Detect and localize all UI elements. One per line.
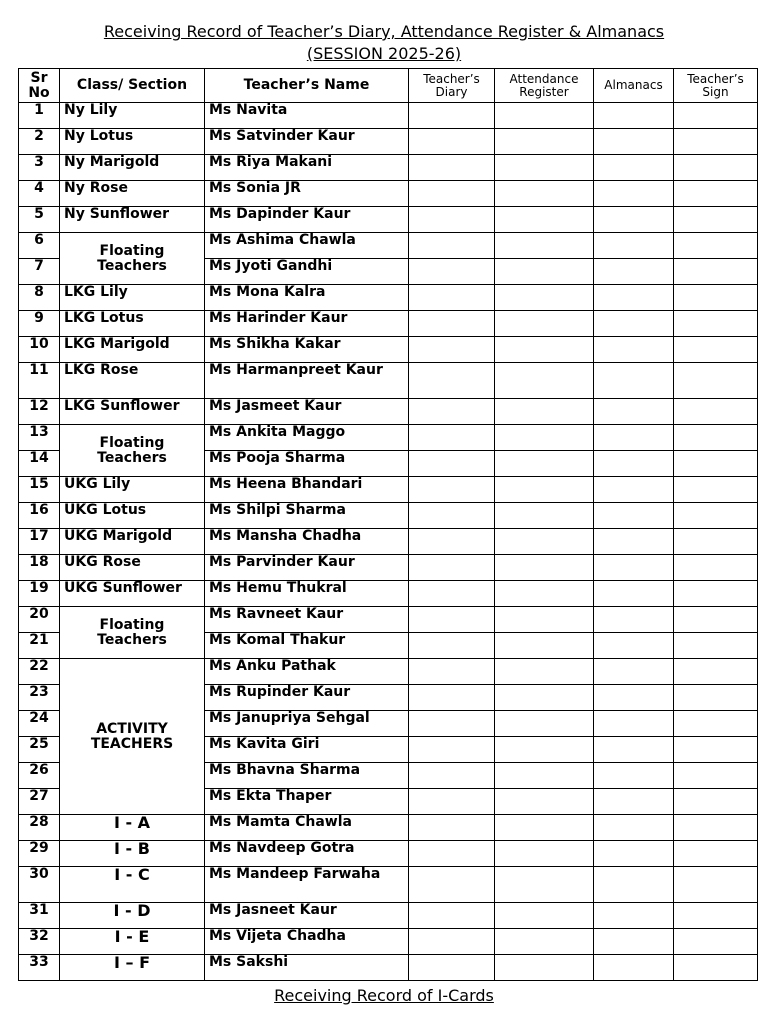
teachers-diary-cell[interactable] (409, 155, 495, 181)
teachers-sign-cell[interactable] (674, 737, 758, 763)
table-row (19, 477, 758, 503)
teacher-name-cell: Ms Harinder Kaur (205, 311, 409, 337)
almanacs-cell[interactable] (594, 555, 674, 581)
attendance-register-cell[interactable] (495, 529, 594, 555)
attendance-register-cell[interactable] (495, 763, 594, 789)
attendance-register-cell[interactable] (495, 955, 594, 981)
attendance-register-cell[interactable] (495, 737, 594, 763)
almanacs-cell[interactable] (594, 903, 674, 929)
teachers-sign-cell[interactable] (674, 129, 758, 155)
attendance-register-cell[interactable] (495, 903, 594, 929)
teachers-sign-cell[interactable] (674, 581, 758, 607)
header-row (19, 69, 758, 103)
sr-no-cell: 31 (19, 903, 60, 929)
teachers-diary-cell[interactable] (409, 841, 495, 867)
header-teachers-diary: Teacher’s Diary (409, 69, 495, 103)
attendance-register-cell[interactable] (495, 451, 594, 477)
teachers-diary-cell[interactable] (409, 955, 495, 981)
teacher-name-cell: Ms Jyoti Gandhi (205, 259, 409, 285)
almanacs-cell[interactable] (594, 233, 674, 259)
attendance-register-cell[interactable] (495, 477, 594, 503)
sr-no-cell: 12 (19, 399, 60, 425)
sr-no-cell: 7 (19, 259, 60, 285)
almanacs-cell[interactable] (594, 181, 674, 207)
teachers-sign-cell[interactable] (674, 451, 758, 477)
teachers-diary-cell[interactable] (409, 363, 495, 399)
teachers-sign-cell[interactable] (674, 529, 758, 555)
teacher-name-cell: Ms Parvinder Kaur (205, 555, 409, 581)
teachers-diary-cell[interactable] (409, 789, 495, 815)
attendance-register-cell[interactable] (495, 607, 594, 633)
teacher-name-cell: Ms Riya Makani (205, 155, 409, 181)
teacher-name-cell: Ms Vijeta Chadha (205, 929, 409, 955)
sr-no-cell: 11 (19, 363, 60, 399)
table-row (19, 955, 758, 981)
sr-no-cell: 21 (19, 633, 60, 659)
teachers-diary-cell[interactable] (409, 685, 495, 711)
teachers-sign-cell[interactable] (674, 955, 758, 981)
teachers-diary-cell[interactable] (409, 903, 495, 929)
sr-no-cell: 6 (19, 233, 60, 259)
table-row (19, 129, 758, 155)
almanacs-cell[interactable] (594, 451, 674, 477)
attendance-register-cell[interactable] (495, 789, 594, 815)
teachers-diary-cell[interactable] (409, 103, 495, 129)
class-group-cell: Floating Teachers (60, 607, 205, 659)
teachers-diary-cell[interactable] (409, 233, 495, 259)
sr-no-cell: 20 (19, 607, 60, 633)
teacher-name-cell: Ms Rupinder Kaur (205, 685, 409, 711)
teacher-name-cell: Ms Navita (205, 103, 409, 129)
attendance-register-cell[interactable] (495, 103, 594, 129)
document-title: Receiving Record of Teacher’s Diary, Attendance Register & Almanacs (103, 22, 665, 41)
almanacs-cell[interactable] (594, 399, 674, 425)
class-section-cell: LKG Sunflower (60, 399, 205, 425)
attendance-register-cell[interactable] (495, 581, 594, 607)
class-section-cell: UKG Marigold (60, 529, 205, 555)
sr-no-cell: 3 (19, 155, 60, 181)
teachers-diary-cell[interactable] (409, 867, 495, 903)
teachers-sign-cell[interactable] (674, 285, 758, 311)
attendance-register-cell[interactable] (495, 555, 594, 581)
teachers-sign-cell[interactable] (674, 337, 758, 363)
attendance-register-cell[interactable] (495, 233, 594, 259)
teacher-name-cell: Ms Bhavna Sharma (205, 763, 409, 789)
teacher-name-cell: Ms Komal Thakur (205, 633, 409, 659)
class-group-cell: ACTIVITY TEACHERS (60, 659, 205, 815)
attendance-register-cell[interactable] (495, 867, 594, 903)
class-section-cell: I - B (60, 841, 205, 867)
class-section-cell: I - E (60, 929, 205, 955)
almanacs-cell[interactable] (594, 425, 674, 451)
sr-no-cell: 14 (19, 451, 60, 477)
almanacs-cell[interactable] (594, 711, 674, 737)
sr-no-cell: 18 (19, 555, 60, 581)
teachers-diary-cell[interactable] (409, 259, 495, 285)
teachers-diary-cell[interactable] (409, 763, 495, 789)
attendance-register-cell[interactable] (495, 129, 594, 155)
teachers-sign-cell[interactable] (674, 867, 758, 903)
teachers-diary-cell[interactable] (409, 607, 495, 633)
teacher-name-cell: Ms Sonia JR (205, 181, 409, 207)
teacher-name-cell: Ms Navdeep Gotra (205, 841, 409, 867)
teacher-name-cell: Ms Pooja Sharma (205, 451, 409, 477)
attendance-register-cell[interactable] (495, 259, 594, 285)
sr-no-cell: 17 (19, 529, 60, 555)
almanacs-cell[interactable] (594, 867, 674, 903)
sr-no-cell: 2 (19, 129, 60, 155)
sr-no-cell: 29 (19, 841, 60, 867)
table-row (19, 233, 758, 259)
teachers-sign-cell[interactable] (674, 399, 758, 425)
teachers-diary-cell[interactable] (409, 555, 495, 581)
class-section-cell: I - D (60, 903, 205, 929)
class-group-cell: Floating Teachers (60, 425, 205, 477)
teachers-sign-cell[interactable] (674, 311, 758, 337)
teachers-sign-cell[interactable] (674, 711, 758, 737)
table-row (19, 555, 758, 581)
teachers-diary-cell[interactable] (409, 529, 495, 555)
almanacs-cell[interactable] (594, 311, 674, 337)
teachers-diary-cell[interactable] (409, 929, 495, 955)
teacher-name-cell: Ms Mamta Chawla (205, 815, 409, 841)
teachers-sign-cell[interactable] (674, 103, 758, 129)
teachers-diary-cell[interactable] (409, 181, 495, 207)
teacher-name-cell: Ms Ashima Chawla (205, 233, 409, 259)
almanacs-cell[interactable] (594, 685, 674, 711)
class-section-cell: UKG Lily (60, 477, 205, 503)
teachers-sign-cell[interactable] (674, 763, 758, 789)
class-section-cell: LKG Marigold (60, 337, 205, 363)
teacher-name-cell: Ms Mona Kalra (205, 285, 409, 311)
almanacs-cell[interactable] (594, 155, 674, 181)
almanacs-cell[interactable] (594, 285, 674, 311)
sr-no-cell: 9 (19, 311, 60, 337)
attendance-register-cell[interactable] (495, 815, 594, 841)
receiving-record-table (18, 68, 758, 981)
class-section-cell: UKG Rose (60, 555, 205, 581)
class-section-cell: UKG Sunflower (60, 581, 205, 607)
almanacs-cell[interactable] (594, 633, 674, 659)
teacher-name-cell: Ms Satvinder Kaur (205, 129, 409, 155)
table-row (19, 841, 758, 867)
teachers-diary-cell[interactable] (409, 451, 495, 477)
teachers-sign-cell[interactable] (674, 233, 758, 259)
sr-no-cell: 16 (19, 503, 60, 529)
teachers-diary-cell[interactable] (409, 503, 495, 529)
attendance-register-cell[interactable] (495, 711, 594, 737)
attendance-register-cell[interactable] (495, 503, 594, 529)
teacher-name-cell: Ms Shikha Kakar (205, 337, 409, 363)
class-section-cell: Ny Lily (60, 103, 205, 129)
attendance-register-cell[interactable] (495, 181, 594, 207)
teachers-sign-cell[interactable] (674, 607, 758, 633)
almanacs-cell[interactable] (594, 581, 674, 607)
teacher-name-cell: Ms Shilpi Sharma (205, 503, 409, 529)
sr-no-cell: 33 (19, 955, 60, 981)
attendance-register-cell[interactable] (495, 659, 594, 685)
teacher-name-cell: Ms Ankita Maggo (205, 425, 409, 451)
table-row (19, 337, 758, 363)
table-row (19, 363, 758, 399)
almanacs-cell[interactable] (594, 337, 674, 363)
teacher-name-cell: Ms Jasneet Kaur (205, 903, 409, 929)
class-section-cell: Ny Marigold (60, 155, 205, 181)
sr-no-cell: 5 (19, 207, 60, 233)
teachers-diary-cell[interactable] (409, 285, 495, 311)
teachers-sign-cell[interactable] (674, 685, 758, 711)
almanacs-cell[interactable] (594, 259, 674, 285)
teachers-sign-cell[interactable] (674, 841, 758, 867)
teachers-sign-cell[interactable] (674, 259, 758, 285)
teachers-diary-cell[interactable] (409, 425, 495, 451)
header-sr-no: Sr No (19, 69, 60, 103)
teacher-name-cell: Ms Harmanpreet Kaur (205, 363, 409, 399)
table-row (19, 311, 758, 337)
attendance-register-cell[interactable] (495, 425, 594, 451)
almanacs-cell[interactable] (594, 929, 674, 955)
almanacs-cell[interactable] (594, 789, 674, 815)
sr-no-cell: 8 (19, 285, 60, 311)
almanacs-cell[interactable] (594, 503, 674, 529)
session-subtitle: (SESSION 2025-26) (306, 44, 462, 63)
teachers-sign-cell[interactable] (674, 477, 758, 503)
table-body (19, 103, 758, 981)
sr-no-cell: 19 (19, 581, 60, 607)
almanacs-cell[interactable] (594, 659, 674, 685)
sr-no-cell: 23 (19, 685, 60, 711)
teacher-name-cell: Ms Heena Bhandari (205, 477, 409, 503)
almanacs-cell[interactable] (594, 529, 674, 555)
teacher-name-cell: Ms Hemu Thukral (205, 581, 409, 607)
class-section-cell: LKG Rose (60, 363, 205, 399)
table-row (19, 607, 758, 633)
almanacs-cell[interactable] (594, 815, 674, 841)
sr-no-cell: 4 (19, 181, 60, 207)
table-row (19, 103, 758, 129)
header-teachers-sign: Teacher’s Sign (674, 69, 758, 103)
almanacs-cell[interactable] (594, 607, 674, 633)
almanacs-cell[interactable] (594, 363, 674, 399)
teachers-sign-cell[interactable] (674, 903, 758, 929)
teacher-name-cell: Ms Jasmeet Kaur (205, 399, 409, 425)
sr-no-cell: 25 (19, 737, 60, 763)
teachers-diary-cell[interactable] (409, 207, 495, 233)
table-row (19, 815, 758, 841)
sr-no-cell: 24 (19, 711, 60, 737)
sr-no-cell: 15 (19, 477, 60, 503)
attendance-register-cell[interactable] (495, 155, 594, 181)
table-row (19, 181, 758, 207)
attendance-register-cell[interactable] (495, 399, 594, 425)
attendance-register-cell[interactable] (495, 633, 594, 659)
sr-no-cell: 30 (19, 867, 60, 903)
class-group-cell: Floating Teachers (60, 233, 205, 285)
teachers-diary-cell[interactable] (409, 399, 495, 425)
attendance-register-cell[interactable] (495, 841, 594, 867)
table-row (19, 659, 758, 685)
teachers-diary-cell[interactable] (409, 477, 495, 503)
almanacs-cell[interactable] (594, 103, 674, 129)
class-section-cell: LKG Lotus (60, 311, 205, 337)
class-section-cell: I - A (60, 815, 205, 841)
class-section-cell: Ny Lotus (60, 129, 205, 155)
table-row (19, 867, 758, 903)
sr-no-cell: 13 (19, 425, 60, 451)
class-section-cell: LKG Lily (60, 285, 205, 311)
class-section-cell: I - C (60, 867, 205, 903)
sr-no-cell: 10 (19, 337, 60, 363)
almanacs-cell[interactable] (594, 955, 674, 981)
header-teacher-name: Teacher’s Name (205, 69, 409, 103)
attendance-register-cell[interactable] (495, 685, 594, 711)
table-row (19, 903, 758, 929)
almanacs-cell[interactable] (594, 737, 674, 763)
teachers-diary-cell[interactable] (409, 337, 495, 363)
table-row (19, 929, 758, 955)
almanacs-cell[interactable] (594, 477, 674, 503)
teachers-sign-cell[interactable] (674, 181, 758, 207)
header-class-section: Class/ Section (60, 69, 205, 103)
class-section-cell: Ny Sunflower (60, 207, 205, 233)
teachers-sign-cell[interactable] (674, 503, 758, 529)
teachers-diary-cell[interactable] (409, 659, 495, 685)
teachers-sign-cell[interactable] (674, 207, 758, 233)
teachers-diary-cell[interactable] (409, 815, 495, 841)
attendance-register-cell[interactable] (495, 929, 594, 955)
sr-no-cell: 27 (19, 789, 60, 815)
table-row (19, 425, 758, 451)
sr-no-cell: 26 (19, 763, 60, 789)
teachers-sign-cell[interactable] (674, 659, 758, 685)
teacher-name-cell: Ms Ravneet Kaur (205, 607, 409, 633)
almanacs-cell[interactable] (594, 763, 674, 789)
sr-no-cell: 1 (19, 103, 60, 129)
attendance-register-cell[interactable] (495, 337, 594, 363)
class-section-cell: Ny Rose (60, 181, 205, 207)
class-section-cell: UKG Lotus (60, 503, 205, 529)
almanacs-cell[interactable] (594, 841, 674, 867)
teacher-name-cell: Ms Mansha Chadha (205, 529, 409, 555)
teachers-sign-cell[interactable] (674, 789, 758, 815)
teachers-sign-cell[interactable] (674, 363, 758, 399)
table-row (19, 155, 758, 181)
teacher-name-cell: Ms Sakshi (205, 955, 409, 981)
teachers-diary-cell[interactable] (409, 633, 495, 659)
teachers-diary-cell[interactable] (409, 711, 495, 737)
table-row (19, 285, 758, 311)
teacher-name-cell: Ms Kavita Giri (205, 737, 409, 763)
class-section-cell: I – F (60, 955, 205, 981)
almanacs-cell[interactable] (594, 129, 674, 155)
teacher-name-cell: Ms Anku Pathak (205, 659, 409, 685)
header-almanacs: Almanacs (594, 69, 674, 103)
teachers-diary-cell[interactable] (409, 311, 495, 337)
footer-title: Receiving Record of I-Cards (274, 986, 494, 1005)
table-row (19, 581, 758, 607)
table-row (19, 399, 758, 425)
attendance-register-cell[interactable] (495, 311, 594, 337)
header-attendance-register: Attendance Register (495, 69, 594, 103)
table-row (19, 503, 758, 529)
teacher-name-cell: Ms Dapinder Kaur (205, 207, 409, 233)
sr-no-cell: 32 (19, 929, 60, 955)
teachers-sign-cell[interactable] (674, 155, 758, 181)
sr-no-cell: 22 (19, 659, 60, 685)
teachers-sign-cell[interactable] (674, 633, 758, 659)
table-row (19, 207, 758, 233)
attendance-register-cell[interactable] (495, 207, 594, 233)
teachers-sign-cell[interactable] (674, 555, 758, 581)
teacher-name-cell: Ms Mandeep Farwaha (205, 867, 409, 903)
teachers-diary-cell[interactable] (409, 129, 495, 155)
teachers-sign-cell[interactable] (674, 815, 758, 841)
teachers-sign-cell[interactable] (674, 929, 758, 955)
attendance-register-cell[interactable] (495, 285, 594, 311)
teacher-name-cell: Ms Janupriya Sehgal (205, 711, 409, 737)
teacher-name-cell: Ms Ekta Thaper (205, 789, 409, 815)
table-row (19, 529, 758, 555)
sr-no-cell: 28 (19, 815, 60, 841)
teachers-diary-cell[interactable] (409, 737, 495, 763)
attendance-register-cell[interactable] (495, 363, 594, 399)
teachers-sign-cell[interactable] (674, 425, 758, 451)
teachers-diary-cell[interactable] (409, 581, 495, 607)
almanacs-cell[interactable] (594, 207, 674, 233)
